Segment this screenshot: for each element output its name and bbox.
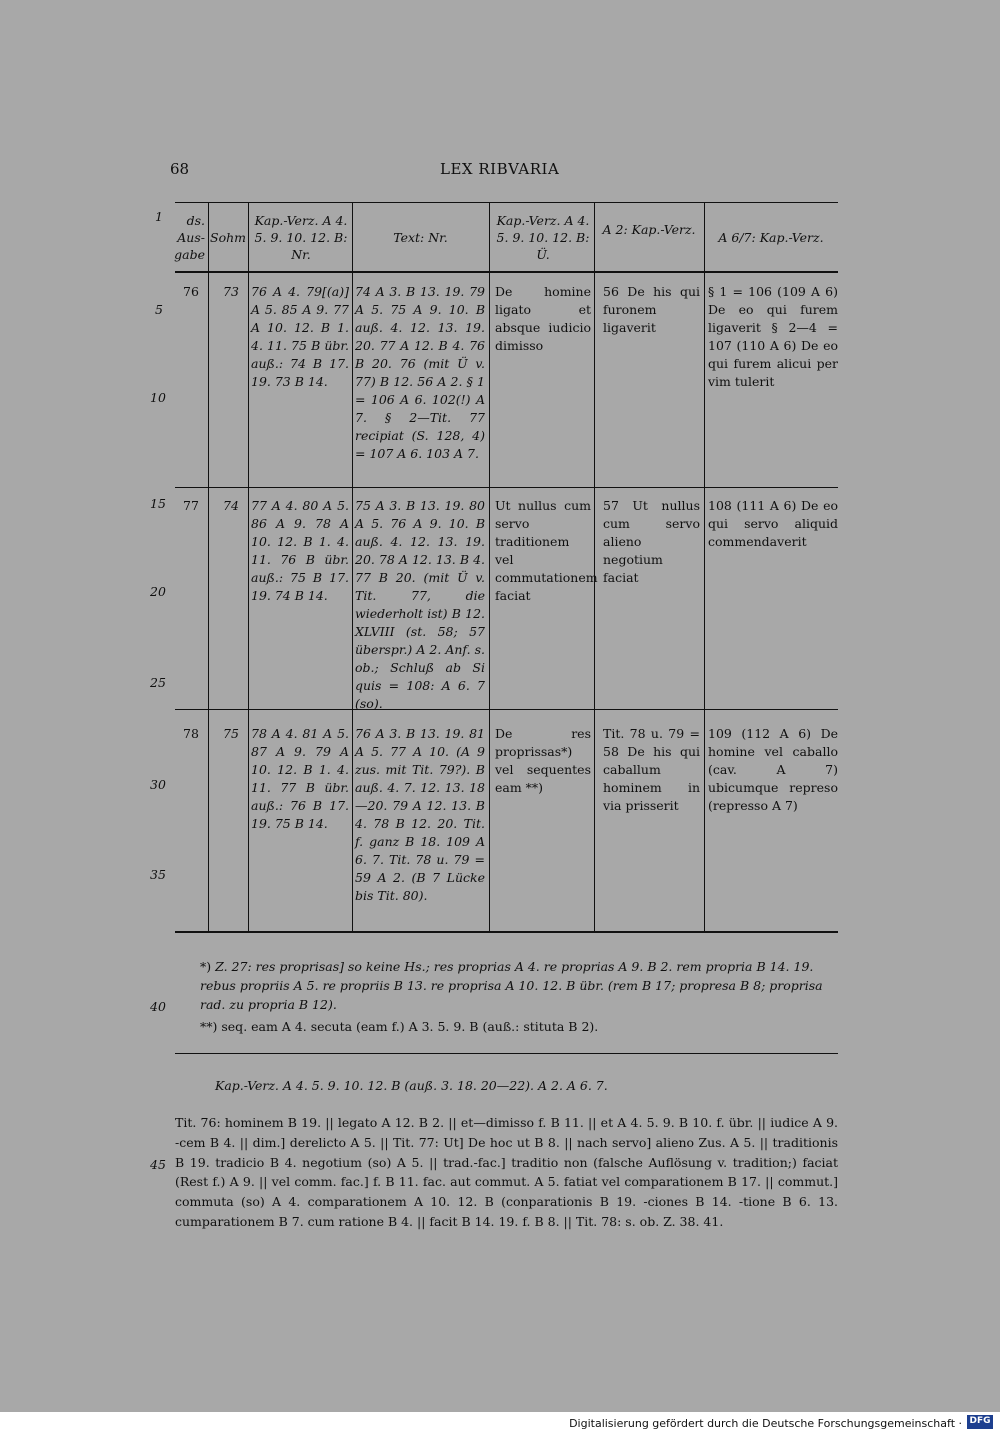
row-a2: Tit. 78 u. 79 = 58 De his qui caballum hominem in via prisserit xyxy=(603,726,700,813)
row-text-nr: 74 A 3. B 13. 19. 79 A 5. 75 A 9. 10. B auß. 4. 12. 13. 19. 20. 77 A 12. B 4. 76 B 20. 76 (mit Ü v. 77) B 12. 56 A 2. § 1 = 106 A 6. 102(!) A 7. § 2—Tit. 77 recipiat (S. 128, 4) = 107 A 6. 103 A 7. xyxy=(355,284,485,461)
dfg-logo-text: DFG xyxy=(969,1416,991,1426)
row-a2: 56 De his qui furonem ligaverit xyxy=(603,284,700,335)
kap-verz-line: Kap.-Verz. A 4. 5. 9. 10. 12. B (auß. 3. 18. 20—22). A 2. A 6. 7. xyxy=(215,1078,608,1093)
column-divider xyxy=(248,203,249,931)
header-kap-verz-nr: Kap.-Verz. A 4. 5. 9. 10. 12. B: Nr. xyxy=(254,213,348,262)
column-divider xyxy=(489,203,490,931)
column-divider xyxy=(352,203,353,931)
row-sohm: 74 xyxy=(223,498,239,513)
row-rule xyxy=(175,487,838,488)
line-number: 15 xyxy=(150,496,166,511)
row-sohm: 73 xyxy=(223,284,239,299)
footnote-text: Z. 27: res proprisas] so keine Hs.; res proprias A 4. re proprias A 9. B 2. rem propria B 14. 19. rebus propriis A 5. re propriis B 13. re proprisa A 10. 12. B übr. (rem B 17; propresa B 8; proprisa rad. zu propria B 12). xyxy=(200,959,823,1012)
row-a67: § 1 = 106 (109 A 6) De eo qui furem ligaverit § 2—4 = 107 (110 A 6) De eo qui furem alicui per vim tulerit xyxy=(708,284,838,389)
line-number: 5 xyxy=(155,302,163,317)
row-kap-ue: Ut nullus cum servo traditionem vel commutationem faciat xyxy=(495,498,598,603)
footnote-marker: *) xyxy=(200,959,212,974)
concordance-table xyxy=(175,202,838,933)
header-sohm: Sohm xyxy=(210,230,246,245)
row-sohm: 75 xyxy=(223,726,239,741)
line-number: 45 xyxy=(150,1157,166,1172)
row-ausgabe: 77 xyxy=(183,498,199,513)
row-kap-ue: De res proprissas*) vel sequentes eam **) xyxy=(495,726,591,795)
row-text-nr: 76 A 3. B 13. 19. 81 A 5. 77 A 10. (A 9 zus. mit Tit. 79?). B auß. 4. 7. 12. 13. 18—20. 79 A 12. 13. B 4. 78 B 12. 20. Tit. f. ganz B 18. 109 A 6. 7. Tit. 78 u. 79 = 59 A 2. (B 7 Lücke bis Tit. 80). xyxy=(355,726,485,903)
footnote-1 xyxy=(200,957,840,1014)
footnote-marker: **) xyxy=(200,1019,218,1034)
page-number: 68 xyxy=(170,160,190,178)
column-divider xyxy=(704,203,705,931)
header-ausgabe: ds. Aus- gabe xyxy=(174,213,205,262)
footnote-2 xyxy=(200,1017,840,1036)
header-a2: A 2: Kap.-Verz. xyxy=(602,222,696,237)
line-number: 20 xyxy=(150,584,166,599)
column-divider xyxy=(208,203,209,931)
row-kap-ue: De homine ligato et absque iudicio dimisso xyxy=(495,284,591,353)
row-ausgabe: 78 xyxy=(183,726,199,741)
row-a67: 109 (112 A 6) De homine vel caballo (cav. A 7) ubicumque represo (represso A 7) xyxy=(708,726,838,813)
running-head: LEX RIBVARIA xyxy=(440,160,560,178)
line-number: 35 xyxy=(150,867,166,882)
header-rule xyxy=(175,271,838,273)
line-number: 30 xyxy=(150,777,166,792)
row-ausgabe: 76 xyxy=(183,284,199,299)
row-text-nr: 75 A 3. B 13. 19. 80 A 5. 76 A 9. 10. B auß. 4. 12. 13. 19. 20. 78 A 12. 13. B 4. 77 B 20. (mit Ü v. Tit. 77, die wiederholt ist) B 12. XLVIII (st. 58; 57 überspr.) A 2. Anf. s. ob.; Schluß ab Si quis = 108: A 6. 7 (so). xyxy=(355,498,485,711)
digitization-footer xyxy=(0,1412,1000,1434)
header-kap-verz-ue: Kap.-Verz. A 4. 5. 9. 10. 12. B: Ü. xyxy=(496,213,590,262)
digitization-note: Digitalisierung gefördert durch die Deutsche Forschungsgemeinschaft · xyxy=(569,1417,962,1430)
column-divider xyxy=(594,203,595,931)
row-rule xyxy=(175,709,838,710)
header-text-nr: Text: Nr. xyxy=(393,230,448,245)
header-a67: A 6/7: Kap.-Verz. xyxy=(718,230,824,245)
row-kap-nr: 76 A 4. 79[(a)] A 5. 85 A 9. 77 A 10. 12. B 1. 4. 11. 75 B übr. auß.: 74 B 17. 19. 73 B 14. xyxy=(251,284,349,389)
line-number: 1 xyxy=(155,209,163,224)
row-a2: 57 Ut nullus cum servo alieno negotium faciat xyxy=(603,498,700,585)
line-number: 10 xyxy=(150,390,166,405)
line-number: 25 xyxy=(150,675,166,690)
row-kap-nr: 78 A 4. 81 A 5. 87 A 9. 79 A 10. 12. B 1. 4. 11. 77 B übr. auß.: 76 B 17. 19. 75 B 14. xyxy=(251,726,349,831)
row-kap-nr: 77 A 4. 80 A 5. 86 A 9. 78 A 10. 12. B 1. 4. 11. 76 B übr. auß.: 75 B 17. 19. 74 B 14. xyxy=(251,498,349,603)
critical-apparatus: Tit. 76: hominem B 19. || legato A 12. B 2. || et—dimisso f. B 11. || et A 4. 5. 9. B 10. f. übr. || iudice A 9. -cem B 4. || dim.] derelicto A 5. || Tit. 77: Ut] De hoc ut B 8. || nach servo] alieno Zus. A 5. || traditionis B 19. tradicio B 4. negotium (so) A 5. || trad.-fac.] traditio non (falsche Auflösung v. tradition;) faciat (Rest f.) A 9. || vel comm. fac.] f. B 11. fac. aut commut. A 5. fatiat vel comparationem B 17. || commut.] commuta (so) A 4. comparationem A 10. 12. B (conparationis B 19. -ciones B 14. -tione B 6. 13. cumparationem B 7. cum ratione B 4. || facit B 14. 19. f. B 8. || Tit. 78: s. ob. Z. 38. 41. xyxy=(175,1115,838,1229)
line-number: 40 xyxy=(150,999,166,1014)
row-a67: 108 (111 A 6) De eo qui servo aliquid commendaverit xyxy=(708,498,838,549)
footnote-text: seq. eam A 4. secuta (eam f.) A 3. 5. 9. B (auß.: stituta B 2). xyxy=(221,1019,599,1034)
apparatus-rule xyxy=(175,1053,838,1054)
